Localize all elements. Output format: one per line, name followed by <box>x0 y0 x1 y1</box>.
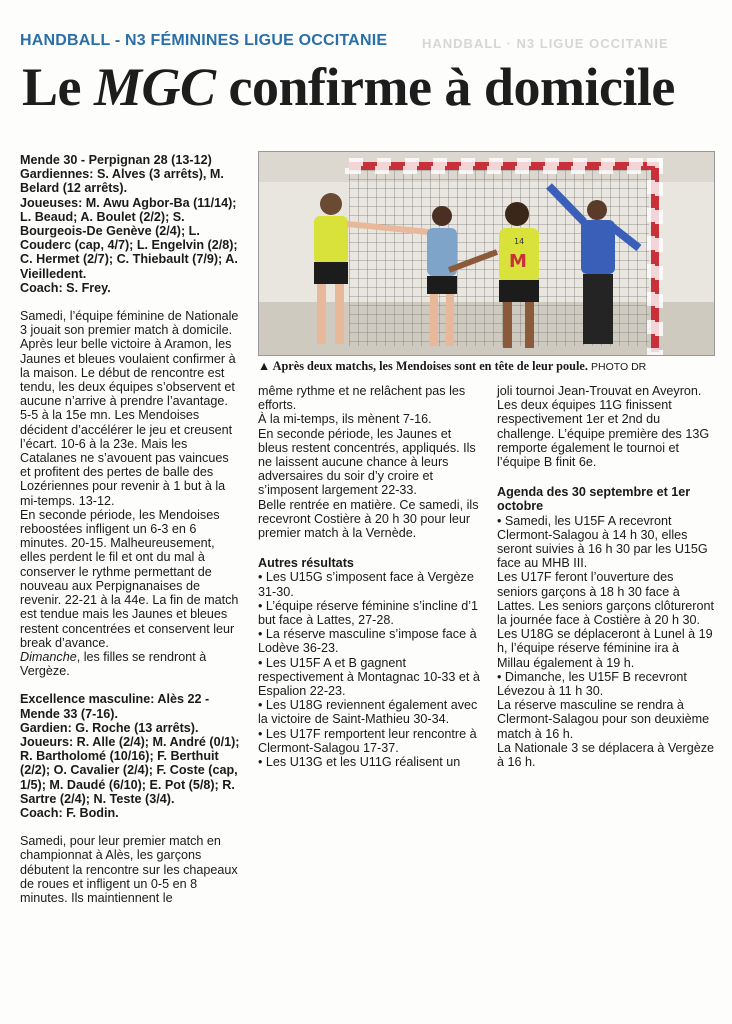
section-kicker: HANDBALL - N3 FÉMININES LIGUE OCCITANIE <box>20 32 388 49</box>
agenda-heading: Agenda des 30 septembre et 1er octobre <box>497 485 691 514</box>
result-item: • Les U15G s’imposent face à Vergèze 31-30. <box>258 570 474 599</box>
article-column-3 <box>497 384 715 769</box>
agenda-item: Les U18G se déplaceront à Lunel à 19 h, l’équipe réserve féminine ira à Millau également à 19 h. <box>497 627 713 670</box>
paragraph-text: , les filles se rendront à Vergèze. <box>20 649 207 679</box>
agenda-item: La réserve masculine se rendra à Clermont-Salagou pour son deuxième match à 16 h. <box>497 698 710 741</box>
bleed-through-text: HANDBALL · N3 LIGUE OCCITANIE <box>422 36 669 51</box>
agenda-item: La Nationale 3 se déplacera à Vergèze à 16 h. <box>497 740 715 770</box>
result-item: • Les U13G et les U11G réalisent un <box>258 755 461 770</box>
score-line: Mende 30 - Perpignan 28 (13-12) <box>20 153 212 167</box>
paragraph <box>20 650 242 678</box>
agenda-item: Les U17F feront l’ouverture des seniors garçons à 18 h 30 face à Lattes. Les seniors garçons clôtureront la journée face à Costière à 20 h 30. <box>497 570 715 628</box>
other-results-heading: Autres résultats <box>258 556 354 571</box>
paragraph: À la mi-temps, ils mènent 7-16. <box>258 412 432 427</box>
men-goalkeeper-line: Gardien: G. Roche (13 arrêts). <box>20 720 199 735</box>
svg-text:M: M <box>509 251 527 272</box>
agenda-item: • Samedi, les U15F A recevront Clermont-Salagou à 14 h 30, elles seront suivies à 16 h 30 par les U15G face au MHB III. <box>497 513 708 571</box>
players-label: Joueuses <box>20 195 79 210</box>
paragraph: Samedi, l’équipe féminine de Nationale 3 jouait son premier match à domicile. <box>20 309 239 338</box>
jersey-number: 14 <box>514 237 525 246</box>
paragraph: En seconde période, les Mendoises reboostées infligent un 6-3 en 6 minutes. 20-15. Malheureusement, elles perdent le fil et ont du mal à conserver le rythme permettant de nouveau aux Perpignanaises de revenir. 22-21 à la 44e. La fin de match est tendue mais les Jaunes et bleues restent concentrées et conservent leur break d’avance. <box>20 507 239 650</box>
goalkeepers-line <box>20 167 242 195</box>
match-photo <box>258 151 715 356</box>
goalkeepers-label: Gardiennes <box>20 167 90 182</box>
result-item: • Les U15F A et B gagnent respectivement à Montagnac 10-33 et à Espalion 22-23. <box>258 655 480 699</box>
headline-part-2: confirme à domicile <box>215 57 675 117</box>
result-item: • L’équipe réserve féminine s’incline d’1 but face à Lattes, 27-28. <box>258 598 479 628</box>
headline-emphasis: MGC <box>94 57 216 117</box>
paragraph: même rythme et ne relâchent pas les efforts. <box>258 384 466 413</box>
article-column-2 <box>258 384 482 769</box>
players-text: : M. Awu Agbor-Ba (11/14); L. Beaud; A. Boulet (2/2); S. Bourgeois-De Genève (2/4); L. Couderc (cap, 4/7); L. Engelvin (2/8); C. Hermet (2/7); C. Thiebault (7/9); A. Vieilledent. <box>20 195 238 281</box>
photo-credit: PHOTO DR <box>591 361 647 373</box>
article-column-1 <box>20 153 242 905</box>
photo-caption <box>258 359 718 374</box>
paragraph: Après leur belle victoire à Aramon, les Jaunes et bleues voulaient confirmer à la maison. Le début de rencontre est tendu, les deux équipes s’observent et aucune n’arrive à prendre l’avantage. 5-5 à la 15e mn. Les Mendoises décident d’accélérer le jeu et creusent l’écart. 10-6 à la 23e. Mais les Catalanes ne s’avouent pas vaincues et profitent des pertes de balle des Lozériennes pour revenir à 1 but à la mi-temps. 13-12. <box>20 337 236 508</box>
photo-illustration <box>259 152 715 356</box>
players-line <box>20 196 242 281</box>
result-item: • Les U18G reviennent également avec la victoire de Saint-Mathieu 30-34. <box>258 698 478 727</box>
result-item: • Les U17F remportent leur rencontre à Clermont-Salagou 17-37. <box>258 726 477 755</box>
men-coach-line: Coach: F. Bodin. <box>20 805 119 820</box>
paragraph: Samedi, pour leur premier match en championnat à Alès, les garçons débutent la rencontre sur les chapeaux de roues et infligent un 0-5 en 8 minutes. Ils maintiennent le <box>20 834 238 905</box>
paragraph: Belle rentrée en matière. Ce samedi, ils recevront Costière à 20 h 30 pour leur premier match à la Vernède. <box>258 497 479 541</box>
paragraph-italic: Dimanche <box>20 649 77 664</box>
headline <box>22 56 722 118</box>
result-item: • La réserve masculine s’impose face à Lodève 36-23. <box>258 627 477 656</box>
paragraph: En seconde période, les Jaunes et bleus restent concentrés, appliqués. Ils ne laissent aucune chance à leurs adversaires du soir d’y croire et s’imposent largement 22-33. <box>258 426 476 498</box>
paragraph: joli tournoi Jean-Trouvat en Aveyron. Les deux équipes 11G finissent respectivement 1er et 2nd du challenge. L’équipe première des 13G remporte également le tournoi et l’équipe B finit 6e. <box>497 384 710 470</box>
headline-part-1: Le <box>22 57 94 117</box>
caption-text: ▲ Après deux matchs, les Mendoises sont en tête de leur poule. <box>258 359 588 373</box>
goalkeepers-text: : S. Alves (3 arrêts), M. Belard (12 arrêts). <box>20 167 224 196</box>
agenda-item: • Dimanche, les U15F B recevront Lévezou à 11 h 30. <box>497 669 687 699</box>
men-players-line: Joueurs: R. Alle (2/4); M. André (0/1); R. Bartholomé (10/16); F. Berthuit (2/2); O. Cavalier (2/4); F. Coste (cap, 1/5); M. Daudé (6/10); E. Pot (5/8); R. Sartre (2/4); N. Teste (3/4). <box>20 734 240 806</box>
men-score-line: Excellence masculine: Alès 22 - Mende 33 (7-16). <box>20 692 210 721</box>
coach-line: Coach: S. Frey. <box>20 280 111 295</box>
